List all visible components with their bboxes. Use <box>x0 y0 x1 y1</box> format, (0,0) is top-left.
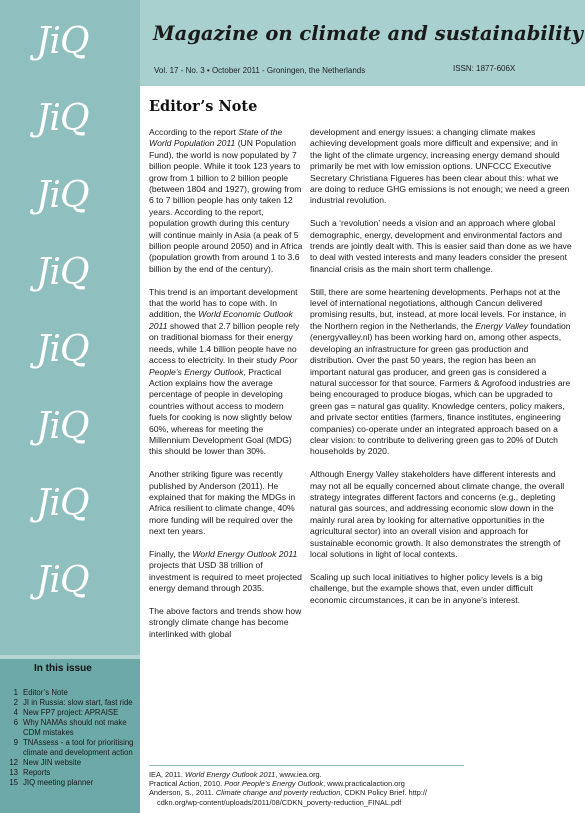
toc-item <box>4 688 134 698</box>
toc-item <box>4 758 134 768</box>
toc-page-number: 13 <box>9 768 18 777</box>
paragraph <box>149 469 303 537</box>
toc-item-title: Editor’s Note <box>23 688 68 697</box>
text-run: IEA, 2011. <box>149 770 186 779</box>
text-run: projects that USD 38 trillion of investment is required to meet projected energy demand through 2035. <box>149 560 302 594</box>
toc-page-number: 15 <box>9 778 18 787</box>
text-run: This trend is an important development that the world has to cope with. In addition, the <box>149 286 298 320</box>
toc-item <box>4 708 134 718</box>
toc-page-number: 2 <box>13 698 18 707</box>
issn: ISSN: 1877-606X <box>453 64 516 73</box>
toc-page-number: 6 <box>13 718 18 727</box>
paragraph <box>310 287 572 458</box>
toc-item-title: JI in Russia: slow start, fast ride <box>23 698 133 707</box>
toc-item <box>4 738 134 758</box>
toc-page-number: 4 <box>13 708 18 717</box>
references <box>149 770 569 807</box>
jiq-logo: JiQ <box>36 329 89 370</box>
text-run: foundation (energyvalley.nl) has been working hard on, among other aspects, developing an infrastructure for green gas production and distribution. Over the past 50 years, the region has been an important natural gas producer, and green gas is considered a natural successor for that source. Farmers & Agrofood industries are being encouraged to produce biogas, which can be upgraded to green gas = natural gas quality. Knowledge centers, policy makers, and private sector entities (farmers, finance institutes, engineering companies) co-operate under an integrated approach based on a clear vision: to contribute to delivering green gas to 20% of Dutch households by 2020. <box>310 320 571 457</box>
reference-line <box>149 798 569 807</box>
text-run: Although Energy Valley stakeholders have different interests and may not all be equally concerned about climate change, the overall strategy integrates different factors and concerns (e.g., depleting natural gas sources, and addressing economic slow down in the mainly rural area by looking for alternative opportunities in the agricultural sector) into an overall vision and approach for sustainable economic growth. It also demonstrates the strength of local solutions in light of local contexts. <box>310 469 565 559</box>
jiq-logo: JiQ <box>36 252 89 293</box>
references-divider <box>149 765 464 766</box>
paragraph <box>149 127 303 275</box>
text-run: cdkn.org/wp-content/uploads/2011/08/CDKN_poverty-reduction_FINAL.pdf <box>157 797 402 807</box>
text-run: World Energy Outlook 2011 <box>192 548 298 559</box>
reference-line <box>149 788 569 797</box>
jiq-logo: JiQ <box>36 483 89 524</box>
text-run: development and energy issues: a changing climate makes achieving development goals more difficult and expensive; and in the light of the climate urgency, increasing energy demand should primarily be met with low emission options. UNFCCC Executive Secretary Christiana Figueres has been clear about this: what we are doing to reduce GHG emissions is not enough; we need a green industrial revolution. <box>310 127 570 206</box>
text-run: According to the report <box>149 127 239 137</box>
toc-item <box>4 698 134 708</box>
paragraph <box>310 572 572 606</box>
jiq-logo: JiQ <box>36 560 89 601</box>
text-run: Scaling up such local initiatives to higher policy levels is a big challenge, but the example shows that, even under difficult economic circumstances, it can be in anyone’s interest. <box>310 571 543 605</box>
toc-item <box>4 768 134 778</box>
magazine-title: Magazine on climate and sustainability <box>153 22 583 45</box>
toc-item-title: JIQ meeting planner <box>23 778 94 787</box>
text-run: Practical Action, 2010. <box>149 779 225 789</box>
paragraph <box>149 549 303 595</box>
section-title: Editor’s Note <box>149 98 258 115</box>
text-run: World Energy Outlook 2011 <box>185 770 276 779</box>
text-run: , Practical Action explains how the average percentage of people in developing countries without access to modern fuels for cooking is now slightly below 60%, whereas for meeting the Millennium Development Goal (MDG) this should be lower than 30%. <box>149 366 292 457</box>
paragraph <box>310 127 572 207</box>
jiq-logo: JiQ <box>36 175 89 216</box>
text-run: Such a ‘revolution’ needs a vision and an approach where global demographic, energy, development and environmental factors and trends are jointly dealt with. This is easier said than done as we have to deal with vested interests and many leaders consider the present financial crisis as the main short term challenge. <box>310 218 572 274</box>
paragraph <box>310 218 572 275</box>
text-run: Energy Valley <box>475 320 529 331</box>
text-run: The above factors and trends show how strongly climate change has become interlinked with global <box>149 606 302 639</box>
text-run: (UN Population Fund), the world is now populated by 7 billion people. While it took 123 years to grow from 1 billion to 2 billion people (between 1804 and 1927), growing from 6 to 7 billion people has only taken 12 years. According to the report, population growth during this century will continue mainly in Asia (a peak of 5 billion people around 2050) and in Africa (population growth from around 1 to 3.6 billion by the end of the century). <box>149 138 303 274</box>
toc-page-number: 12 <box>9 758 18 767</box>
text-run: Poor People’s Energy Outlook <box>149 355 298 377</box>
text-run: , www.iea.org. <box>275 770 322 779</box>
text-run: World Economic Outlook 2011 <box>149 309 293 331</box>
toc-item-title: Reports <box>23 768 51 777</box>
toc-page-number: 1 <box>13 688 18 697</box>
text-run: Poor People’s Energy Outlook <box>224 779 324 789</box>
jiq-logo: JiQ <box>36 98 89 139</box>
reference-line <box>149 770 569 779</box>
toc-page-number: 9 <box>13 738 18 747</box>
jiq-logo: JiQ <box>36 406 89 447</box>
text-run: Anderson, S., 2011. <box>149 788 216 798</box>
toc-item <box>4 718 134 738</box>
toc-item-title: New FP7 project: APRAISE <box>23 708 119 717</box>
reference-line <box>149 779 569 788</box>
jiq-logo: JiQ <box>36 21 89 62</box>
paragraph <box>149 287 303 458</box>
text-run: State of the World Population 2011 <box>149 127 283 149</box>
toc-item <box>4 778 134 788</box>
paragraph <box>310 469 572 560</box>
text-run: , www.practicalaction.org <box>323 779 405 789</box>
article-column-1 <box>149 127 303 652</box>
text-run: Still, there are some heartening developments. Perhaps not at the level of international negotiations, although Cancun delivered promising results, but, instead, at more local levels. For instance, in the Northern region in the Netherlands, the <box>310 286 567 331</box>
text-run: , CDKN Policy Brief. http:// <box>340 788 427 798</box>
text-run: showed that 2.7 billion people rely on traditional biomass for their energy needs, while 1.4 billion people have no access to electricity. In their study <box>149 320 300 366</box>
toc-item-title: Why NAMAs should not make CDM mistakes <box>23 718 127 737</box>
text-run: Finally, the <box>149 548 193 559</box>
toc-list <box>4 688 134 788</box>
paragraph <box>149 606 303 640</box>
text-run: Climate change and poverty reduction <box>215 788 341 798</box>
issue-line: Vol. 17 - No. 3 • October 2011 - Groningen, the Netherlands <box>154 66 366 75</box>
text-run: Another striking figure was recently published by Anderson (2011). He explained that for making the MDGs in Africa resilient to climate change, 40% more funding will be required over the next ten years. <box>149 469 296 537</box>
article-column-2 <box>310 127 572 617</box>
toc-item-title: TNAssess - a tool for prioritising climate and development action <box>23 738 134 757</box>
toc-item-title: New JIN website <box>23 758 82 767</box>
toc-title: In this issue <box>34 663 92 674</box>
